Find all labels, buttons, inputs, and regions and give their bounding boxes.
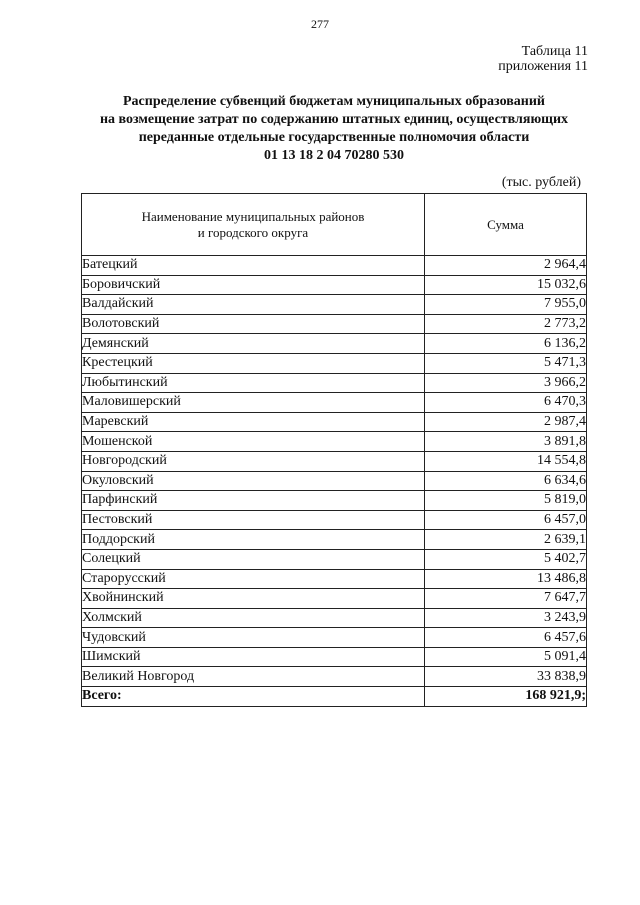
amount-cell: 6 634,6 xyxy=(425,471,587,491)
header-sum-cell: Сумма xyxy=(425,194,587,256)
amount-cell: 6 457,0 xyxy=(425,510,587,530)
amount-cell: 13 486,8 xyxy=(425,569,587,589)
amount-cell: 5 819,0 xyxy=(425,491,587,511)
amount-cell: 33 838,9 xyxy=(425,667,587,687)
table-row xyxy=(82,353,587,373)
table-row xyxy=(82,432,587,452)
municipality-name-cell: Мошенской xyxy=(82,432,425,452)
subvention-table xyxy=(81,193,587,707)
title-line3: переданные отдельные государственные полномочия области xyxy=(138,130,530,145)
total-label-cell: Всего: xyxy=(82,687,425,707)
amount-cell: 5 402,7 xyxy=(425,549,587,569)
table-reference-line1: Таблица 11 xyxy=(521,44,588,59)
table-row xyxy=(82,510,587,530)
table-row xyxy=(82,628,587,648)
municipality-name-cell: Чудовский xyxy=(82,628,425,648)
municipality-name-cell: Крестецкий xyxy=(82,353,425,373)
header-name-line1: Наименование муниципальных районов xyxy=(141,208,365,224)
table-row xyxy=(82,491,587,511)
amount-cell: 6 136,2 xyxy=(425,334,587,354)
municipality-name-cell: Поддорский xyxy=(82,530,425,550)
table-row xyxy=(82,275,587,295)
municipality-name-cell: Старорусский xyxy=(82,569,425,589)
title-line2: на возмещение затрат по содержанию штатных единиц, осуществляющих xyxy=(99,112,569,127)
municipality-name-cell: Боровичский xyxy=(82,275,425,295)
municipality-name-cell: Великий Новгород xyxy=(82,667,425,687)
municipality-name-cell: Пестовский xyxy=(82,510,425,530)
page-number: 277 xyxy=(311,17,329,31)
table-row xyxy=(82,451,587,471)
unit-label: (тыс. рублей) xyxy=(501,175,581,190)
amount-cell: 5 471,3 xyxy=(425,353,587,373)
amount-cell: 3 891,8 xyxy=(425,432,587,452)
amount-cell: 7 955,0 xyxy=(425,295,587,315)
amount-cell: 2 964,4 xyxy=(425,256,587,276)
amount-cell: 2 639,1 xyxy=(425,530,587,550)
header-name-line2: и городского округа xyxy=(197,224,309,240)
table-reference xyxy=(498,44,588,74)
municipality-name-cell: Валдайский xyxy=(82,295,425,315)
municipality-name-cell: Солецкий xyxy=(82,549,425,569)
amount-cell: 15 032,6 xyxy=(425,275,587,295)
table-reference-line2: приложения 11 xyxy=(498,59,588,74)
municipality-name-cell: Хвойнинский xyxy=(82,589,425,609)
municipality-name-cell: Холмский xyxy=(82,608,425,628)
table-row xyxy=(82,334,587,354)
municipality-name-cell: Демянский xyxy=(82,334,425,354)
municipality-name-cell: Маловишерский xyxy=(82,393,425,413)
municipality-name-cell: Любытинский xyxy=(82,373,425,393)
municipality-name-cell: Парфинский xyxy=(82,491,425,511)
table-row xyxy=(82,373,587,393)
table-row xyxy=(82,589,587,609)
amount-cell: 5 091,4 xyxy=(425,647,587,667)
municipality-name-cell: Волотовский xyxy=(82,314,425,334)
amount-cell: 6 457,6 xyxy=(425,628,587,648)
table-row xyxy=(82,412,587,432)
table-row xyxy=(82,549,587,569)
municipality-name-cell: Маревский xyxy=(82,412,425,432)
municipality-name-cell: Окуловский xyxy=(82,471,425,491)
table-row xyxy=(82,667,587,687)
table-row xyxy=(82,393,587,413)
table-row xyxy=(82,647,587,667)
table-row xyxy=(82,471,587,491)
table-body xyxy=(82,256,587,707)
amount-cell: 2 773,2 xyxy=(425,314,587,334)
table-row xyxy=(82,608,587,628)
total-row xyxy=(82,687,587,707)
municipality-name-cell: Новгородский xyxy=(82,451,425,471)
table-header-row xyxy=(82,194,587,256)
table-row xyxy=(82,530,587,550)
amount-cell: 3 243,9 xyxy=(425,608,587,628)
title-line4: 01 13 18 2 04 70280 530 xyxy=(264,148,404,163)
amount-cell: 7 647,7 xyxy=(425,589,587,609)
table-row xyxy=(82,256,587,276)
title-line1: Распределение субвенций бюджетам муниципальных образований xyxy=(123,94,545,109)
amount-cell: 6 470,3 xyxy=(425,393,587,413)
municipality-name-cell: Шимский xyxy=(82,647,425,667)
total-amount-cell: 168 921,9; xyxy=(425,687,587,707)
table-row xyxy=(82,295,587,315)
table-row xyxy=(82,314,587,334)
header-name-cell xyxy=(82,194,425,256)
amount-cell: 3 966,2 xyxy=(425,373,587,393)
amount-cell: 14 554,8 xyxy=(425,451,587,471)
table-row xyxy=(82,569,587,589)
municipality-name-cell: Батецкий xyxy=(82,256,425,276)
amount-cell: 2 987,4 xyxy=(425,412,587,432)
document-title xyxy=(80,93,588,165)
